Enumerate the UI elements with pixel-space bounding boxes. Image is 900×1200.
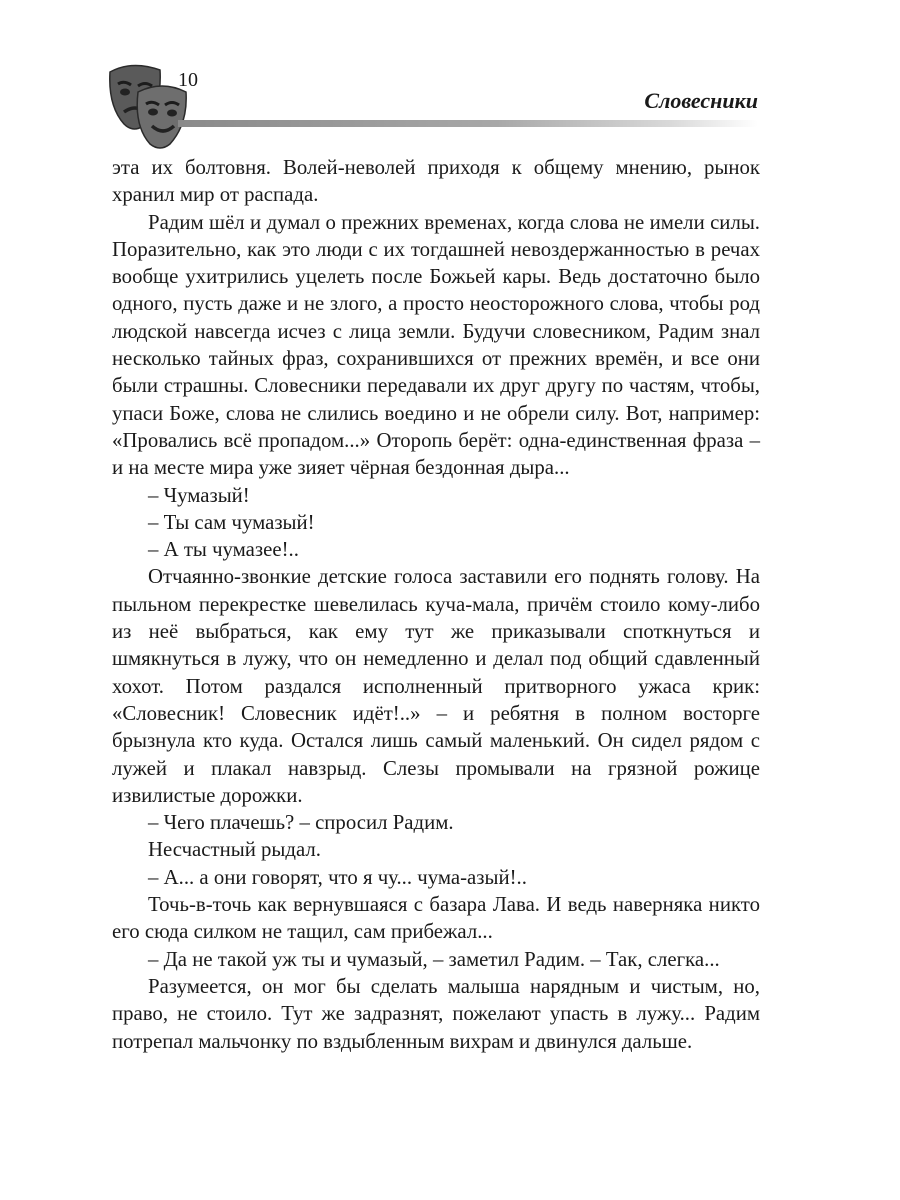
dialogue-line: – Чумазый! <box>148 483 250 507</box>
dialogue-line: – Чего плачешь? – спросил Радим. <box>148 811 454 835</box>
paragraph: Отчаянно-звонкие детские голоса заставили его поднять голову. На пыльном перекрестке шевелилась куча-мала, причём стоило кому-либо из неё выбраться, как ему тут же приказывали споткнуться и шмякнуться в лужу, что он немедленно и делал под общий сдавленный хохот. Потом раздался исполненный притворного ужаса крик: «Словесник! Словесник идёт!..» – и ребятня в полном восторге брызнула кто куда. Остался лишь самый маленький. Он сидел рядом с лужей и плакал навзрыд. Слезы промывали на грязной рожице извилистые дорожки. <box>112 565 760 807</box>
page-number: 10 <box>178 69 198 91</box>
dialogue-line: – А ты чумазее!.. <box>148 538 299 562</box>
paragraph: Точь-в-точь как вернувшаяся с базара Лава. И ведь наверняка никто его сюда силком не тащил, сам прибежал... <box>112 893 760 944</box>
paragraph: Несчастный рыдал. <box>148 838 321 862</box>
running-title: Словесники <box>644 88 758 113</box>
paragraph: Разумеется, он мог бы сделать малыша нарядным и чистым, но, право, не стоило. Тут же задразнят, пожелают упасть в лужу... Радим потрепал мальчонку по вздыбленным вихрам и двинулся дальше. <box>112 974 760 1053</box>
paragraph: эта их болтовня. Волей-неволей приходя к общему мнению, рынок хранил мир от распада. <box>112 156 760 207</box>
header-rule <box>178 120 758 127</box>
paragraph: Радим шёл и думал о прежних временах, когда слова не имели силы. Поразительно, как это люди с их тогдашней невоздержанностью в речах вообще ухитрились уцелеть после Божьей кары. Ведь достаточно было одного, пусть даже и не злого, а просто неосторожного слова, чтобы род людской навсегда исчез с лица земли. Будучи словесником, Радим знал несколько тайных фраз, сохранившихся от прежних времён, и все они были страшны. Словесники передавали их друг другу по частям, чтобы, упаси Боже, слова не слились воедино и не обрели силу. Вот, например: «Провались всё пропадом...» Оторопь берёт: одна-единственная фраза – и на месте мира уже зияет чёрная бездонная дыра... <box>112 210 760 480</box>
dialogue-line: – А... а они говорят, что я чу... чума-азый!.. <box>148 865 527 889</box>
dialogue-line: – Да не такой уж ты и чумазый, – заметил Радим. – Так, слегка... <box>148 947 720 971</box>
body-text <box>112 154 760 1055</box>
dialogue-line: – Ты сам чумазый! <box>148 510 315 534</box>
